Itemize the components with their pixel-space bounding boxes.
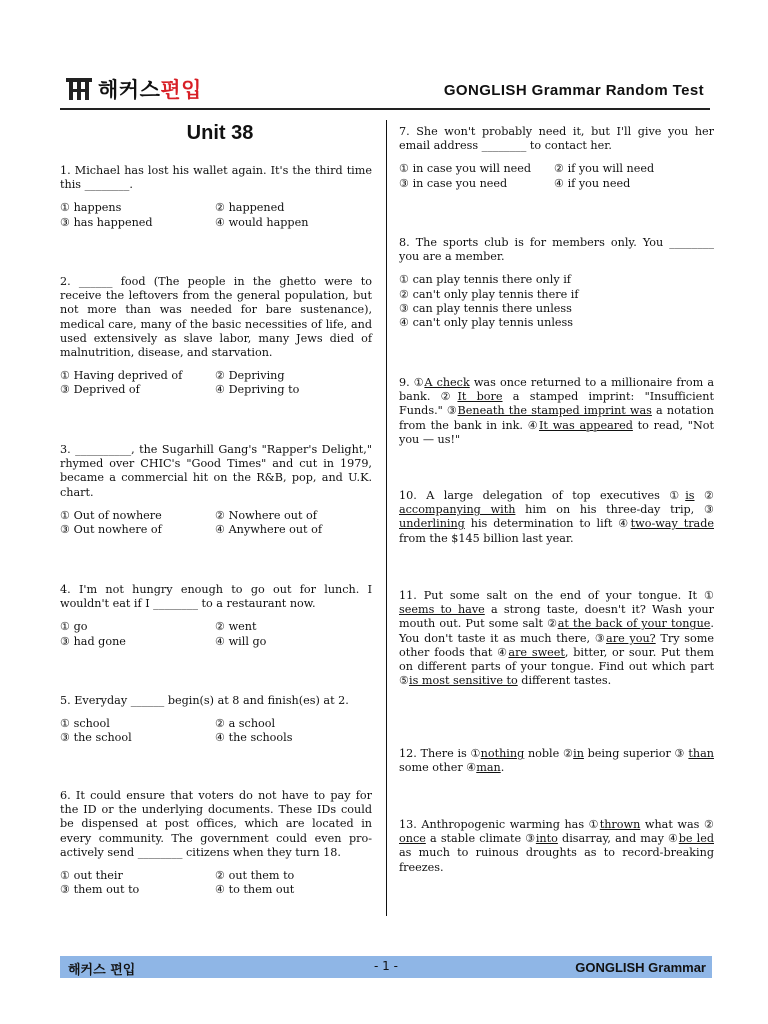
option-1[interactable]: ① go bbox=[60, 620, 88, 634]
option-2[interactable]: ② out them to bbox=[215, 869, 295, 883]
question-text: 5. Everyday ______ begin(s) at 8 and finish(es) at 2. bbox=[60, 694, 349, 707]
footer-title: GONGLISH Grammar bbox=[575, 960, 706, 975]
underline-3[interactable]: into bbox=[535, 832, 558, 846]
underline-1[interactable]: nothing bbox=[480, 747, 525, 760]
option-4[interactable]: ④ the schools bbox=[215, 731, 293, 745]
question-text: 6. It could ensure that voters do not have to pay for the ID or the underlying documents. These IDs could be dispensed at post offices, which are located in every community. The government could even pro-actively send ________ citizens when they turn 18. bbox=[60, 789, 372, 859]
option-4[interactable]: ④ if you need bbox=[554, 176, 631, 190]
option-3[interactable]: ③ can play tennis there unless bbox=[399, 301, 572, 315]
option-3[interactable]: ③ in case you need bbox=[399, 176, 508, 190]
underline-3[interactable]: underlining bbox=[399, 517, 465, 531]
option-4[interactable]: ④ would happen bbox=[215, 215, 309, 229]
option-1[interactable]: ① in case you will need bbox=[399, 162, 532, 176]
question-text: 3. __________, the Sugarhill Gang's "Rapper's Delight," rhymed over CHIC's "Good Times" and cut in 1979, became a commercial hit on the R&B, pop, and U.K. chart. bbox=[60, 443, 372, 499]
question-5 bbox=[60, 694, 372, 746]
underline-3[interactable]: than bbox=[688, 747, 714, 760]
hackers-logo bbox=[66, 76, 202, 102]
option-2[interactable]: ② can't only play tennis there if bbox=[399, 287, 579, 301]
page-footer bbox=[60, 956, 712, 978]
question-text: 11. Put some salt on the end of your tongue. It ① seems to have a strong taste, doesn't it? Wash your mouth out. Put some salt ②at the back of your tongue. You don't taste it as much there, ③are you? Try some other foods that ④are sweet, bitter, or sour. Put them on different parts of your tongue. Find out which part ⑤is most sensitive to different tastes. bbox=[399, 589, 714, 688]
question-8 bbox=[399, 236, 714, 330]
underline-5[interactable]: is most sensitive to bbox=[409, 674, 518, 688]
option-2[interactable]: ② Nowhere out of bbox=[215, 508, 317, 522]
question-text: 1. Michael has lost his wallet again. It's the third time this ________. bbox=[60, 164, 372, 192]
test-title: GONGLISH Grammar Random Test bbox=[443, 82, 704, 99]
option-4[interactable]: ④ to them out bbox=[215, 883, 295, 897]
question-text: 13. Anthropogenic warming has ①thrown what was ② once a stable climate ③into disarray, and may ④be led as much to ruinous droughts as to record-breaking freezes. bbox=[399, 818, 715, 874]
underline-4[interactable]: are sweet bbox=[508, 645, 565, 659]
underline-4[interactable]: It was appeared bbox=[539, 418, 633, 432]
underline-1[interactable]: A check bbox=[424, 376, 470, 389]
option-3[interactable]: ③ them out to bbox=[60, 883, 140, 897]
question-6 bbox=[60, 789, 372, 897]
underline-2[interactable]: at the back of your tongue bbox=[557, 617, 711, 631]
question-1 bbox=[60, 164, 372, 230]
underline-1[interactable]: seems to have bbox=[399, 603, 485, 617]
option-3[interactable]: ③ Out nowhere of bbox=[60, 523, 162, 537]
footer-brand: 해커스 편입 bbox=[68, 963, 136, 978]
option-2[interactable]: ② went bbox=[215, 620, 257, 634]
option-1[interactable]: ① Out of nowhere bbox=[60, 508, 162, 522]
option-1[interactable]: ① can play tennis there only if bbox=[399, 273, 571, 287]
underline-2[interactable]: It bore bbox=[457, 390, 503, 404]
logo-text: 해커스편입 bbox=[98, 78, 202, 102]
question-text: 2. ______ food (The people in the ghetto were to receive the leftovers from the general population, but not more than was needed for bare sustenance), medical care, many of the basic necessities of life, and used extensively as slave labor, many Jews died of malnutrition, disease, and starvation. bbox=[60, 275, 372, 360]
option-1[interactable]: ① out their bbox=[60, 869, 123, 883]
question-10 bbox=[399, 489, 714, 546]
underline-2[interactable]: accompanying with bbox=[399, 503, 516, 517]
option-4[interactable]: ④ will go bbox=[215, 634, 267, 648]
option-1[interactable]: ① happens bbox=[60, 201, 122, 215]
column-divider bbox=[386, 120, 387, 916]
question-12 bbox=[399, 747, 714, 775]
option-2[interactable]: ② a school bbox=[215, 717, 276, 731]
question-11 bbox=[399, 589, 714, 688]
question-7 bbox=[399, 125, 714, 191]
option-4[interactable]: ④ Anywhere out of bbox=[215, 523, 322, 537]
option-3[interactable]: ③ has happened bbox=[60, 215, 153, 229]
underline-3[interactable]: are you? bbox=[606, 631, 656, 645]
option-2[interactable]: ② happened bbox=[215, 201, 285, 215]
underline-4[interactable]: be led bbox=[678, 832, 715, 846]
question-text: 7. She won't probably need it, but I'll give you her email address ________ to contact her. bbox=[399, 125, 714, 153]
underline-2[interactable]: once bbox=[399, 832, 426, 846]
hackers-logo-icon bbox=[66, 78, 92, 100]
option-1[interactable]: ① school bbox=[60, 717, 110, 731]
page-header bbox=[60, 74, 710, 110]
option-4[interactable]: ④ can't only play tennis unless bbox=[399, 316, 574, 330]
underline-4[interactable]: man bbox=[476, 761, 501, 775]
underline-1[interactable]: thrown bbox=[599, 818, 641, 831]
option-3[interactable]: ③ had gone bbox=[60, 634, 126, 648]
underline-3[interactable]: Beneath the stamped imprint was bbox=[457, 404, 652, 418]
option-2[interactable]: ② Depriving bbox=[215, 369, 285, 383]
option-3[interactable]: ③ Deprived of bbox=[60, 383, 140, 397]
question-4 bbox=[60, 583, 372, 649]
underline-1[interactable]: is bbox=[685, 489, 695, 502]
question-text: 4. I'm not hungry enough to go out for lunch. I wouldn't eat if I ________ to a restaurant now. bbox=[60, 583, 372, 611]
question-13 bbox=[399, 818, 714, 875]
question-2 bbox=[60, 275, 372, 398]
underline-4[interactable]: two-way trade bbox=[630, 517, 714, 531]
question-text: 10. A large delegation of top executives ①is ② accompanying with him on his three-day trip, ③ underlining his determination to lift ④two-way trade from the $145 billion last year. bbox=[399, 489, 714, 545]
question-text: 9. ①A check was once returned to a millionaire from a bank. ②It bore a stamped imprint: "Insufficient Funds." ③Beneath the stamped imprint was a notation from the bank in ink. ④It was appeared to read, "Not you — us!" bbox=[399, 376, 714, 446]
option-1[interactable]: ① Having deprived of bbox=[60, 369, 183, 383]
unit-title: Unit 38 bbox=[186, 122, 254, 144]
question-3 bbox=[60, 443, 372, 537]
page-number: - 1 - bbox=[374, 959, 398, 973]
question-9 bbox=[399, 376, 714, 447]
question-text: 8. The sports club is for members only. You ________ you are a member. bbox=[399, 236, 714, 264]
option-4[interactable]: ④ Depriving to bbox=[215, 383, 300, 397]
underline-2[interactable]: in bbox=[573, 747, 584, 760]
option-3[interactable]: ③ the school bbox=[60, 731, 132, 745]
question-text: 12. There is ①nothing noble ②in being superior ③ than some other ④man. bbox=[399, 747, 714, 775]
option-2[interactable]: ② if you will need bbox=[554, 162, 655, 176]
